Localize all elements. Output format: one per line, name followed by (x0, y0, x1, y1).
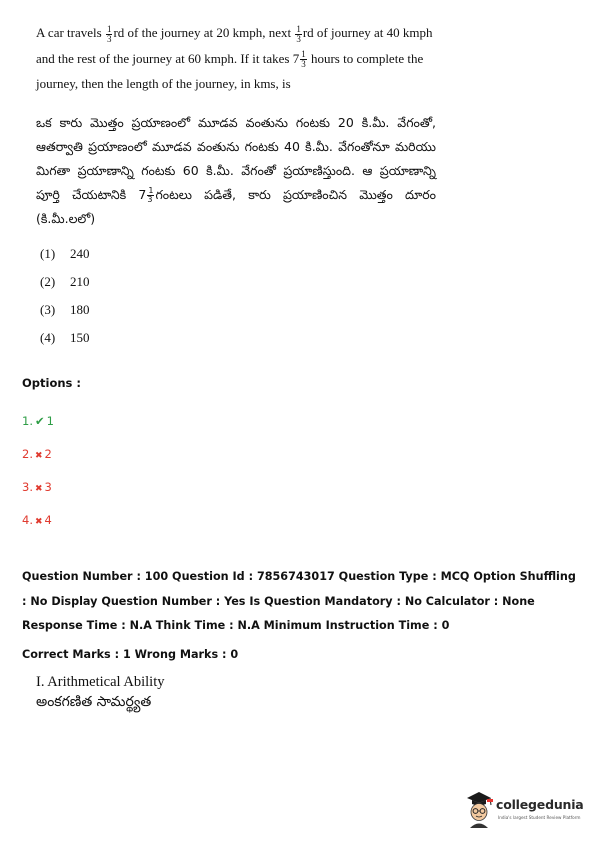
question-text-part: hours to complete the journey, then the length of the journey, in kms, is (36, 50, 424, 91)
mixed-number-fraction: $\frac{1}{3}$ (147, 186, 154, 204)
choice-number: (3) (40, 302, 56, 317)
option-value: 3 (44, 480, 52, 494)
question-text-part: గంటలు పడితే, కారు ప్రయాణించిన మొత్తం దూరం (కి.మీ.లలో) (36, 187, 436, 226)
question-text-part: rd of journey at 40 kmph and the rest of the journey at 60 kmph. If it takes (36, 25, 433, 66)
choice-value: 150 (70, 330, 90, 345)
cross-icon: ✖ (34, 451, 43, 461)
cross-icon: ✖ (34, 517, 43, 527)
option-number: 3. (22, 480, 33, 494)
section-title-english: I. Arithmetical Ability (36, 674, 165, 690)
choice-value: 240 (70, 246, 90, 261)
student-mascot-icon (462, 788, 496, 828)
question-telugu (36, 111, 436, 231)
choice-item (40, 240, 90, 268)
option-value: 4 (44, 513, 52, 527)
option-number: 2. (22, 447, 33, 461)
choice-item (40, 324, 90, 352)
options-heading: Options : (22, 376, 81, 390)
option-number: 4. (22, 513, 33, 527)
question-text-part: A car travels (36, 25, 102, 40)
option-item-wrong (22, 504, 54, 537)
choice-number: (2) (40, 274, 56, 289)
question-english (36, 20, 436, 97)
choice-item (40, 268, 90, 296)
choice-value: 180 (70, 302, 90, 317)
question-text-part: ఒక కారు మొత్తం ప్రయాణంలో మూడవ వంతును గంటకు 20 కి.మీ. వేగంతో, ఆతర్వాతి ప్రయాణంలో మూడవ వంతును గంటకు 40 కి.మీ. వేగంతోనూ మరియు మిగతా ప్రయాణాన్ని గంటకు 60 కి.మీ. వేగంతో ప్రయాణిస్తుంది. ఆ ప్రయాణాన్ని పూర్తి చేయటానికి (36, 115, 436, 202)
choice-number: (4) (40, 330, 56, 345)
mixed-number-fraction: $\frac{1}{3}$ (301, 49, 306, 70)
choice-number: (1) (40, 246, 56, 261)
option-value: 2 (44, 447, 52, 461)
choice-value: 210 (70, 274, 90, 289)
collegedunia-logo (462, 788, 587, 828)
fraction-one-third: $\frac{1}{3}$ (296, 23, 301, 44)
question-metadata (22, 565, 582, 667)
option-number: 1. (22, 414, 33, 428)
marks-info: Correct Marks : 1 Wrong Marks : 0 (22, 647, 239, 661)
section-title-telugu: అంకగణిత సామర్థ్యత (36, 694, 152, 710)
mixed-number-whole: 7 (138, 187, 147, 202)
option-value: 1 (46, 414, 54, 428)
option-item-correct (22, 405, 54, 438)
mixed-number-whole: 7 (292, 50, 300, 66)
question-text-part: rd of the journey at 20 kmph, next (113, 25, 292, 40)
question-details: Question Number : 100 Question Id : 7856743017 Question Type : MCQ Option Shuffling : No Display Question Number : Yes Is Question Mandatory : No Calculator : None Response Time : N.A Think Time : N.A Minimum Instruction Time : 0 (22, 570, 576, 632)
option-item-wrong (22, 438, 54, 471)
options-list (22, 405, 54, 537)
fraction-one-third: $\frac{1}{3}$ (106, 23, 112, 44)
brand-name: collegedunia (496, 797, 584, 812)
option-item-wrong (22, 471, 54, 504)
brand-tagline: India's largest Student Review Platform (498, 815, 581, 820)
answer-choices (40, 240, 90, 352)
choice-item (40, 296, 90, 324)
section-heading (36, 672, 164, 712)
cross-icon: ✖ (34, 484, 43, 494)
check-icon: ✔ (34, 414, 45, 428)
